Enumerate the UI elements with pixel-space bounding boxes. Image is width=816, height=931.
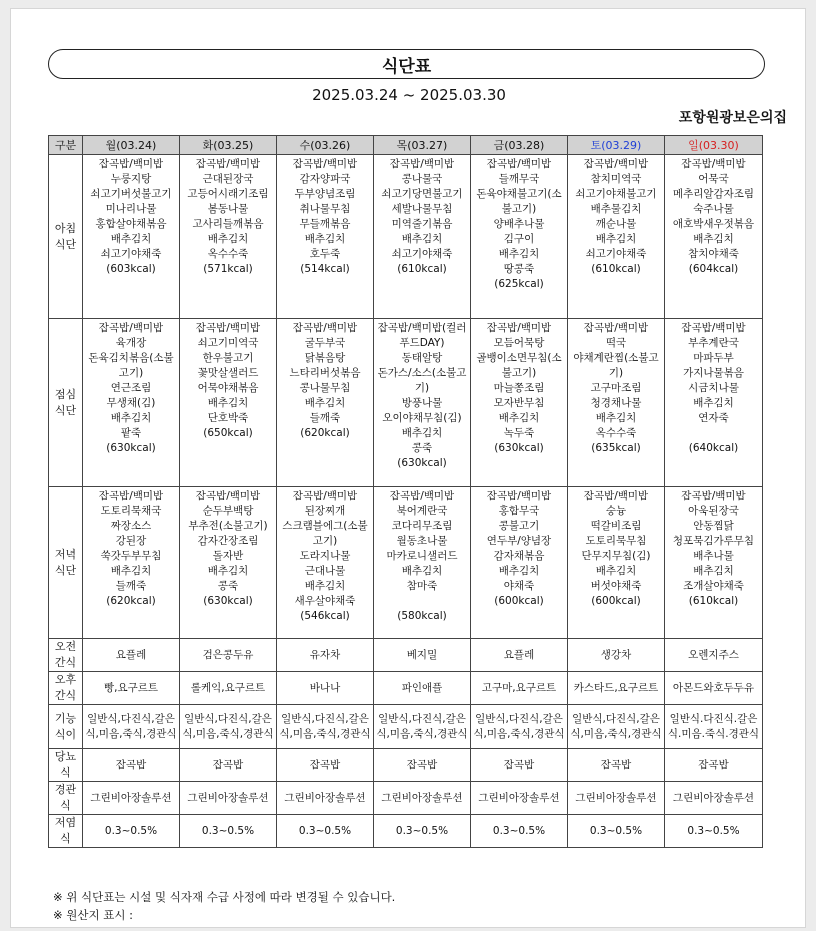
menu-cell: 그린비아장솔루션 [665, 782, 763, 815]
menu-cell: 파인애플 [374, 672, 471, 705]
menu-cell: 검은콩두유 [180, 639, 277, 672]
title-text: 식단표 [381, 56, 432, 77]
row-low-sodium [49, 815, 763, 848]
menu-cell: 일반식,다진식,갈은식,미음,죽식,경관식 [374, 705, 471, 749]
menu-cell: 0.3~0.5% [83, 815, 180, 848]
notes [53, 888, 395, 924]
menu-cell: 잡곡밥/백미밥 홍합무국 콩불고기 연두부/양념장 감자채볶음 배추김치 야채죽 (600kcal) [471, 487, 568, 639]
menu-cell: 일반식,다진식,갈은식,미음,죽식,경관식 [568, 705, 665, 749]
row-label-pm-snack: 오후 간식 [49, 672, 83, 705]
menu-cell: 그린비아장솔루션 [374, 782, 471, 815]
menu-table [48, 135, 763, 848]
row-pm-snack [49, 672, 763, 705]
menu-cell: 잡곡밥/백미밥 들깨무국 돈육야채불고기(소불고기) 양배추나물 김구이 배추김치 땅콩죽 (625kcal) [471, 155, 568, 319]
row-label-dinner: 저녁 식단 [49, 487, 83, 639]
menu-cell: 그린비아장솔루션 [83, 782, 180, 815]
menu-cell: 0.3~0.5% [471, 815, 568, 848]
menu-cell: 잡곡밥/백미밥 근대된장국 고등어시래기조림 봄동나물 고사리들깨볶음 배추김치 옥수수죽 (571kcal) [180, 155, 277, 319]
row-label-lunch: 점심 식단 [49, 319, 83, 487]
menu-cell: 베지밀 [374, 639, 471, 672]
menu-cell: 일반식,다진식,갈은식,미음,죽식,경관식 [83, 705, 180, 749]
day-header-fri: 금(03.28) [471, 136, 568, 155]
menu-cell: 아몬드와호두두유 [665, 672, 763, 705]
menu-cell: 0.3~0.5% [665, 815, 763, 848]
menu-cell: 일반식,다진식,갈은식,미음,죽식,경관식 [471, 705, 568, 749]
menu-cell: 오렌지주스 [665, 639, 763, 672]
row-label-functional-diet: 기능 식이 [49, 705, 83, 749]
menu-cell: 잡곡밥 [374, 749, 471, 782]
menu-cell: 요플레 [471, 639, 568, 672]
organization-name: 포항원광보은의집 [678, 110, 787, 126]
menu-cell: 0.3~0.5% [374, 815, 471, 848]
menu-cell: 잡곡밥/백미밥 떡국 야채계란찜(소불고기) 고구마조림 청경채나물 배추김치 옥수수죽 (635kcal) [568, 319, 665, 487]
menu-cell: 잡곡밥 [83, 749, 180, 782]
menu-cell: 일반식,다진식,갈은식,미음,죽식,경관식 [180, 705, 277, 749]
menu-cell: 잡곡밥/백미밥 부추계란국 마파두부 가지나물볶음 시금치나물 배추김치 연자죽 (640kcal) [665, 319, 763, 487]
row-diabetic-diet [49, 749, 763, 782]
menu-cell: 잡곡밥/백미밥 북어계란국 코다리무조림 월동초나물 마카로니샐러드 배추김치 참마죽 (580kcal) [374, 487, 471, 639]
menu-cell: 생강차 [568, 639, 665, 672]
menu-body [49, 155, 763, 848]
menu-cell: 잡곡밥 [471, 749, 568, 782]
row-label-breakfast: 아침 식단 [49, 155, 83, 319]
menu-cell: 잡곡밥/백미밥 순두부백탕 부추전(소불고기) 감자간장조림 돌자반 배추김치 콩죽 (630kcal) [180, 487, 277, 639]
header-row [49, 136, 763, 155]
menu-cell: 롤케익,요구르트 [180, 672, 277, 705]
menu-cell: 잡곡밥/백미밥 육개장 돈육김치볶음(소불고기) 연근조림 무생채(김) 배추김치 팥죽 (630kcal) [83, 319, 180, 487]
menu-period: 2025.03.24 ~ 2025.03.30 [312, 86, 506, 104]
row-tube-feeding [49, 782, 763, 815]
menu-cell: 잡곡밥 [665, 749, 763, 782]
menu-cell: 0.3~0.5% [277, 815, 374, 848]
menu-cell: 0.3~0.5% [568, 815, 665, 848]
row-breakfast [49, 155, 763, 319]
menu-cell: 잡곡밥/백미밥 쇠고기미역국 한우불고기 꽃맛살샐러드 어묵야채볶음 배추김치 단호박죽 (650kcal) [180, 319, 277, 487]
menu-cell: 빵,요구르트 [83, 672, 180, 705]
header-corner: 구분 [49, 136, 83, 155]
menu-cell: 0.3~0.5% [180, 815, 277, 848]
row-lunch [49, 319, 763, 487]
day-header-thu: 목(03.27) [374, 136, 471, 155]
day-header-tue: 화(03.25) [180, 136, 277, 155]
day-header-wed: 수(03.26) [277, 136, 374, 155]
row-dinner [49, 487, 763, 639]
menu-cell: 일반식,다진식,갈은식,미음,죽식,경관식 [277, 705, 374, 749]
menu-cell: 잡곡밥/백미밥 누룽지탕 쇠고기버섯불고기 미나리나물 홍합살야채볶음 배추김치 쇠고기야채죽 (603kcal) [83, 155, 180, 319]
note-origin: ※ 원산지 표시 : [53, 908, 134, 922]
menu-cell: 잡곡밥/백미밥 도토리묵채국 짜장소스 강된장 쑥갓두부무침 배추김치 들깨죽 (620kcal) [83, 487, 180, 639]
day-header-mon: 월(03.24) [83, 136, 180, 155]
day-header-sat: 토(03.29) [568, 136, 665, 155]
menu-cell: 잡곡밥/백미밥 어묵국 메추리알감자조림 숙주나물 애호박새우젓볶음 배추김치 참치야채죽 (604kcal) [665, 155, 763, 319]
menu-cell: 잡곡밥/백미밥 굴두부국 닭볶음탕 느타리버섯볶음 콩나물무침 배추김치 들깨죽 (620kcal) [277, 319, 374, 487]
menu-cell: 잡곡밥 [277, 749, 374, 782]
day-header-sun: 일(03.30) [665, 136, 763, 155]
row-functional-diet [49, 705, 763, 749]
menu-cell: 그린비아장솔루션 [180, 782, 277, 815]
menu-cell: 그린비아장솔루션 [471, 782, 568, 815]
row-label-low-sodium: 저염 식 [49, 815, 83, 848]
menu-cell: 잡곡밥/백미밥(컬러푸드DAY) 동태알탕 돈가스/소스(소불고기) 방풍나물 오이야채무침(김) 배추김치 콩죽 (630kcal) [374, 319, 471, 487]
menu-cell: 그린비아장솔루션 [277, 782, 374, 815]
menu-cell: 잡곡밥/백미밥 콩나물국 쇠고기당면불고기 세발나물무침 미역줄기볶음 배추김치 쇠고기야채죽 (610kcal) [374, 155, 471, 319]
menu-cell: 잡곡밥/백미밥 참치미역국 쇠고기야채불고기 배추물김치 깨순나물 배추김치 쇠고기야채죽 (610kcal) [568, 155, 665, 319]
document-page [10, 8, 806, 928]
row-label-diabetic-diet: 당뇨 식 [49, 749, 83, 782]
menu-cell: 그린비아장솔루션 [568, 782, 665, 815]
row-am-snack [49, 639, 763, 672]
menu-cell: 고구마,요구르트 [471, 672, 568, 705]
menu-cell: 잡곡밥/백미밥 숭늉 떡갈비조림 도토리묵무침 단무지무침(김) 배추김치 버섯야채죽 (600kcal) [568, 487, 665, 639]
menu-cell: 잡곡밥/백미밥 아욱된장국 안동찜닭 청포묵김가루무침 배추나물 배추김치 조개살야채죽 (610kcal) [665, 487, 763, 639]
row-label-am-snack: 오전 간식 [49, 639, 83, 672]
menu-cell: 잡곡밥 [180, 749, 277, 782]
menu-cell: 바나나 [277, 672, 374, 705]
row-label-tube-feeding: 경관 식 [49, 782, 83, 815]
menu-cell: 카스타드,요구르트 [568, 672, 665, 705]
menu-cell: 잡곡밥 [568, 749, 665, 782]
menu-cell: 잡곡밥/백미밥 된장찌개 스크램블에그(소불고기) 도라지나물 근대나물 배추김치 새우살야채죽 (546kcal) [277, 487, 374, 639]
note-change: ※ 위 식단표는 시설 및 식자재 수급 사정에 따라 변경될 수 있습니다. [53, 890, 396, 904]
document-title [48, 49, 765, 79]
menu-cell: 잡곡밥/백미밥 감자양파국 두부양념조림 취나물무침 무들깨볶음 배추김치 호두죽 (514kcal) [277, 155, 374, 319]
menu-cell: 일반식.다진식.갈은식.미음.죽식.경관식 [665, 705, 763, 749]
menu-cell: 유자차 [277, 639, 374, 672]
menu-cell: 잡곡밥/백미밥 모듬어묵탕 골뱅이소면무침(소불고기) 마늘쫑조림 모자반무침 배추김치 녹두죽 (630kcal) [471, 319, 568, 487]
menu-cell: 요플레 [83, 639, 180, 672]
